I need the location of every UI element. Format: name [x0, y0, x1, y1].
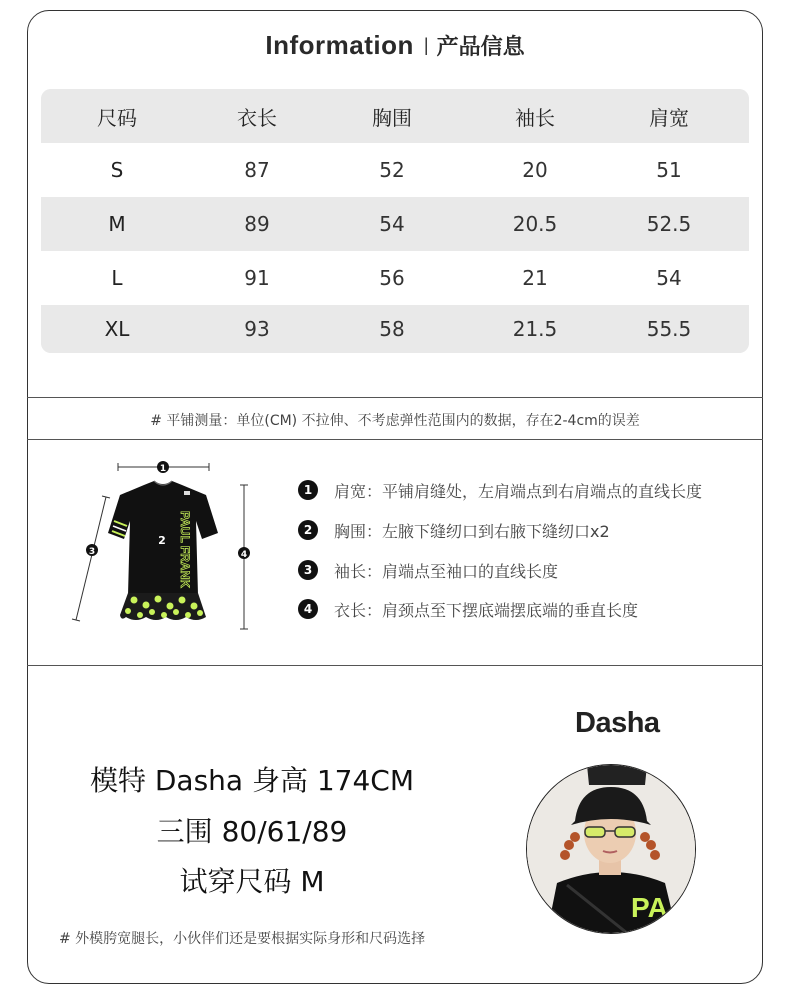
cell-size: S — [110, 158, 124, 182]
table-row — [41, 305, 749, 353]
cell-size: M — [108, 212, 126, 236]
cell-shoulder: 52.5 — [646, 212, 692, 236]
model-trial-size: 试穿尺码 M — [179, 865, 325, 898]
legend-item-chest — [298, 518, 610, 542]
legend-item-sleeve — [298, 558, 558, 582]
page-title — [0, 30, 790, 61]
legend-text: 胸围：左腋下缝纫口到右腋下缝纫口x2 — [334, 521, 610, 541]
model-note: # 外模胯宽腿长，小伙伴们还是要根据实际身形和尺码选择 — [59, 931, 426, 947]
cell-sleeve: 21.5 — [512, 317, 558, 341]
table-header-row — [41, 89, 749, 143]
model-measurements: 三围 80/61/89 — [156, 815, 348, 848]
cell-length: 93 — [244, 317, 270, 341]
table-row — [41, 197, 749, 251]
model-name-label: Dasha — [575, 707, 660, 739]
size-table — [41, 89, 749, 353]
legend-number: 4 — [298, 599, 318, 619]
cell-shoulder: 54 — [656, 266, 682, 290]
marker-1-label: 1 — [159, 464, 167, 474]
cell-sleeve: 20.5 — [512, 212, 558, 236]
legend-item-length — [298, 597, 638, 621]
title-english: Information — [265, 30, 414, 60]
cell-chest: 54 — [379, 212, 405, 236]
marker-4-label: 4 — [240, 550, 248, 560]
divider — [27, 397, 763, 398]
dress-illustration — [66, 455, 266, 635]
legend-number: 2 — [298, 520, 318, 540]
header-length: 衣长 — [237, 105, 277, 130]
sleeve-arrow — [76, 497, 106, 620]
divider — [27, 439, 763, 440]
cell-shoulder: 51 — [656, 158, 682, 182]
garment-diagram — [66, 455, 266, 635]
header-sleeve: 袖长 — [515, 105, 555, 130]
cell-sleeve: 20 — [522, 158, 548, 182]
legend-text: 衣长：肩颈点至下摆底端摆底端的垂直长度 — [334, 600, 639, 620]
divider — [27, 665, 763, 666]
cell-chest: 58 — [379, 317, 405, 341]
measurement-note: # 平铺测量：单位(CM) 不拉伸、不考虑弹性范围内的数据，存在2-4cm的误差 — [150, 413, 640, 429]
model-name-height: 模特 Dasha 身高 174CM — [89, 764, 415, 797]
marker-2-label: 2 — [158, 534, 166, 547]
legend-text: 袖长：肩端点至袖口的直线长度 — [334, 561, 559, 581]
legend-number: 1 — [298, 480, 318, 500]
title-chinese: 产品信息 — [436, 34, 525, 59]
model-portrait-icon — [526, 764, 696, 934]
legend-item-shoulder — [298, 478, 702, 502]
cell-chest: 56 — [379, 266, 405, 290]
brand-print: PAUL FRANK — [178, 511, 192, 588]
cell-shoulder: 55.5 — [646, 317, 692, 341]
table-row — [41, 143, 749, 197]
cell-size: XL — [104, 317, 130, 341]
cell-size: L — [111, 266, 123, 290]
cell-length: 91 — [244, 266, 270, 290]
header-shoulder: 肩宽 — [649, 105, 689, 130]
header-chest: 胸围 — [372, 105, 412, 130]
table-row — [41, 251, 749, 305]
cell-chest: 52 — [379, 158, 405, 182]
legend-number: 3 — [298, 560, 318, 580]
cell-length: 87 — [244, 158, 270, 182]
title-separator: | — [423, 35, 429, 55]
cell-sleeve: 21 — [522, 266, 548, 290]
svg-text:PA: PA — [631, 892, 668, 923]
legend-text: 肩宽：平铺肩缝处，左肩端点到右肩端点的直线长度 — [334, 481, 703, 501]
marker-3-label: 3 — [88, 547, 96, 557]
cell-length: 89 — [244, 212, 270, 236]
header-size: 尺码 — [97, 105, 137, 130]
